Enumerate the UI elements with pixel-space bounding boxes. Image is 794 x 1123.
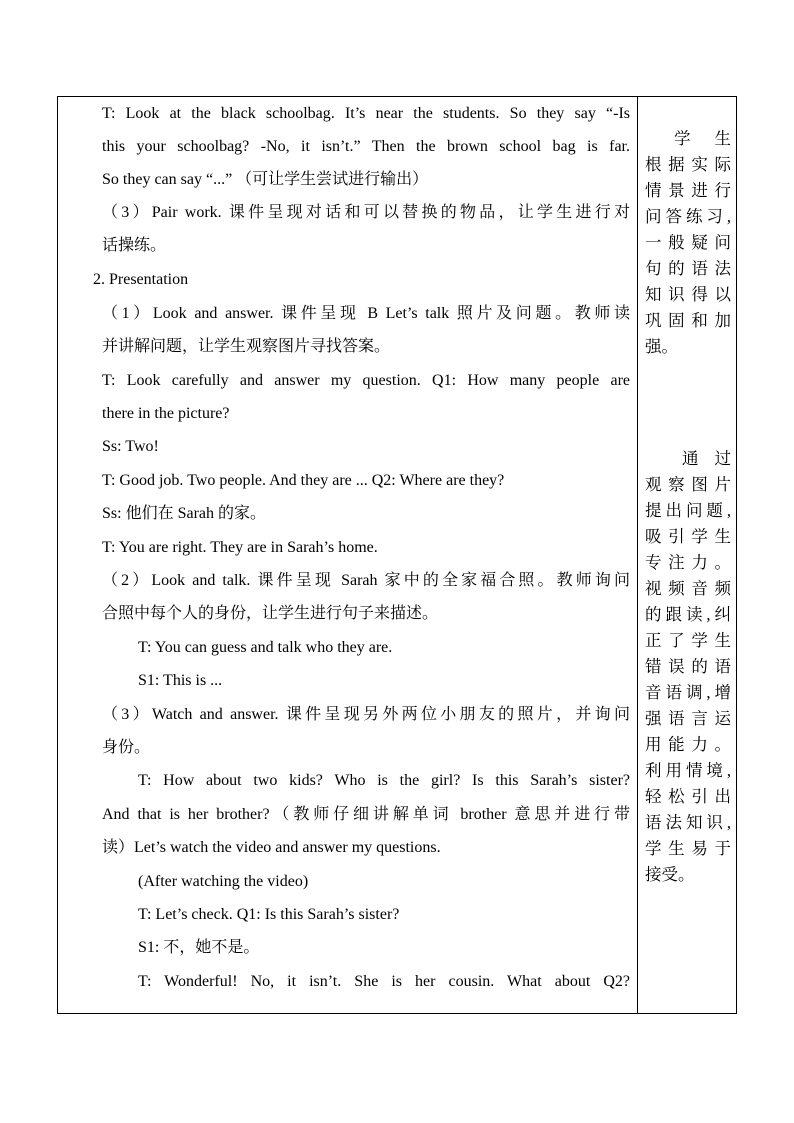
- procedure-line: T: Look carefully and answer my question. Q1: How many people are: [102, 372, 630, 389]
- design-note-line: 知识得以: [645, 285, 731, 304]
- design-note-line: 吸引学生: [645, 527, 731, 546]
- lesson-plan-table: [57, 96, 737, 1014]
- procedure-line: T: Let’s check. Q1: Is this Sarah’s sister?: [138, 906, 400, 923]
- design-note-line: 正了学生: [645, 631, 731, 650]
- design-note-line: 观察图片: [645, 475, 731, 494]
- design-note-line: 的跟读,纠: [645, 605, 731, 624]
- teaching-procedure-cell: [58, 97, 637, 1013]
- procedure-line: there in the picture?: [102, 405, 230, 422]
- design-note-line: 学 生: [674, 129, 731, 148]
- design-note-line: 音语调,增: [645, 683, 731, 702]
- procedure-line: （1）Look and answer. 课件呈现 B Let’s talk 照片及问题。教师读: [102, 305, 630, 322]
- design-note-line: 通 过: [682, 449, 731, 468]
- design-note-line: 提出问题,: [645, 501, 731, 520]
- procedure-line: 读）Let’s watch the video and answer my questions.: [102, 839, 441, 856]
- section-heading: 2. Presentation: [93, 271, 189, 288]
- design-note-line: 学生易于: [645, 839, 731, 858]
- design-note-line: 错误的语: [645, 657, 731, 676]
- design-note-line: 情景进行: [645, 181, 731, 200]
- design-note-line: 利用情境,: [645, 761, 731, 780]
- design-note-line: 视频音频: [645, 579, 731, 598]
- procedure-line: Ss: 他们在 Sarah 的家。: [102, 505, 267, 522]
- procedure-line: 并讲解问题，让学生观察图片寻找答案。: [102, 338, 391, 355]
- procedure-line: （3）Watch and answer. 课件呈现另外两位小朋友的照片，并询问: [102, 706, 630, 723]
- design-note-line: 根据实际: [645, 155, 731, 174]
- procedure-line: 合照中每个人的身份，让学生进行句子来描述。: [102, 605, 439, 622]
- procedure-line: S1: This is ...: [138, 672, 223, 689]
- design-note-line: 一般疑问: [645, 233, 731, 252]
- design-note-line: 问答练习,: [645, 207, 731, 226]
- procedure-line: T: Good job. Two people. And they are ... Q2: Where are they?: [102, 472, 505, 489]
- design-note-line: 强语言运: [645, 709, 731, 728]
- design-note-line: 轻松引出: [645, 787, 731, 806]
- procedure-line: this your schoolbag? -No, it isn’t.” Then the brown school bag is far.: [102, 138, 630, 155]
- procedure-line: （3）Pair work. 课件呈现对话和可以替换的物品，让学生进行对: [102, 204, 630, 221]
- procedure-line: T: Wonderful! No, it isn’t. She is her cousin. What about Q2?: [138, 973, 630, 990]
- design-note-line: 语法知识,: [645, 813, 731, 832]
- design-note-line: 接受。: [645, 865, 695, 884]
- design-note-line: 专注力。: [645, 553, 731, 572]
- procedure-line: T: How about two kids? Who is the girl? Is this Sarah’s sister?: [138, 772, 630, 789]
- design-note-line: 用能力。: [645, 735, 731, 754]
- design-intent-cell: [638, 97, 736, 1013]
- procedure-line: (After watching the video): [138, 873, 309, 890]
- procedure-line: （2）Look and talk. 课件呈现 Sarah 家中的全家福合照。教师询问: [102, 572, 630, 589]
- procedure-line: S1: 不，她不是。: [138, 939, 260, 956]
- procedure-line: So they can say “...” （可让学生尝试进行输出）: [102, 171, 429, 188]
- procedure-line: And that is her brother?（教师仔细讲解单词 brother 意思并进行带: [102, 806, 630, 823]
- design-note-line: 强。: [645, 337, 678, 356]
- procedure-line: 身份。: [102, 739, 151, 756]
- procedure-line: T: You are right. They are in Sarah’s home.: [102, 539, 378, 556]
- design-note-line: 巩固和加: [645, 311, 731, 330]
- procedure-line: T: You can guess and talk who they are.: [138, 639, 393, 656]
- procedure-line: Ss: Two!: [102, 438, 159, 455]
- procedure-line: T: Look at the black schoolbag. It’s near the students. So they say “-Is: [102, 105, 630, 122]
- procedure-line: 话操练。: [102, 237, 167, 254]
- design-note-line: 句的语法: [645, 259, 731, 278]
